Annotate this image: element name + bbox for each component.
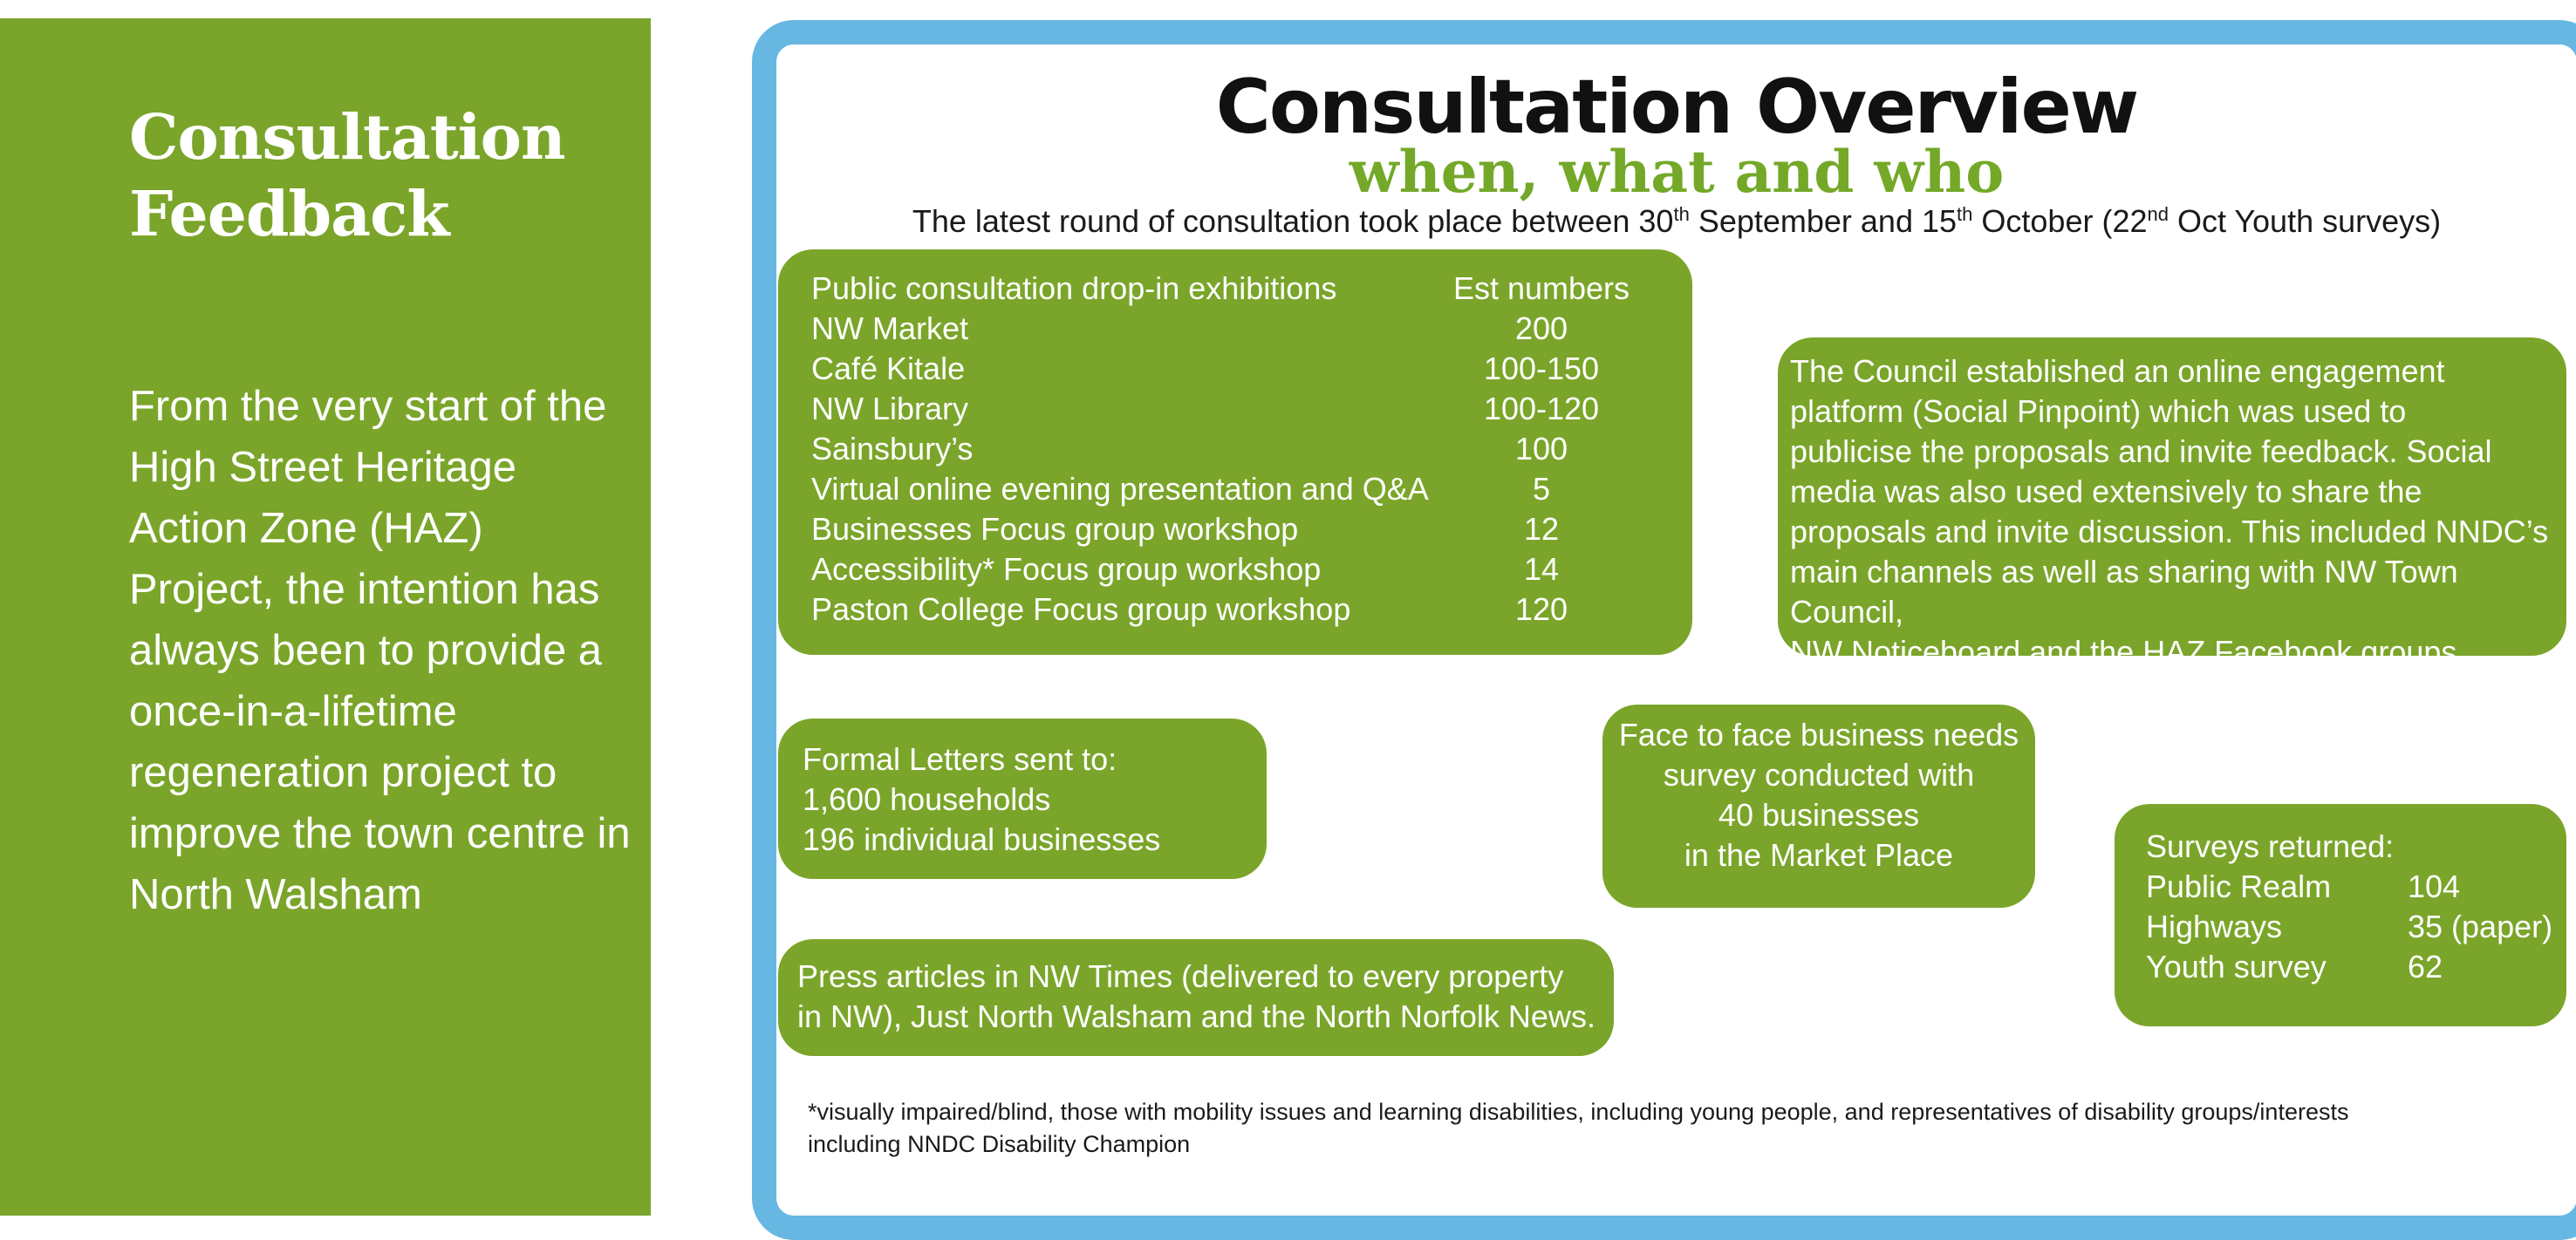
dropin-row-value: 200 bbox=[1514, 310, 1568, 346]
footnote bbox=[808, 1096, 2544, 1161]
surveys-row-value: 104 bbox=[2408, 869, 2461, 904]
dropin-row bbox=[811, 389, 1692, 429]
dropin-row-label: Sainsbury’s bbox=[811, 431, 974, 467]
intro-sup3: nd bbox=[2147, 203, 2169, 225]
surveys-row-value: 62 bbox=[2408, 949, 2443, 985]
online-engagement-box bbox=[1778, 337, 2566, 670]
surveys-row-label: Youth survey bbox=[2146, 949, 2327, 985]
dropin-row-value: 12 bbox=[1523, 511, 1560, 547]
online-line: The Council established an online engagement bbox=[1790, 353, 2445, 389]
surveys-row bbox=[2146, 867, 2566, 907]
online-line: main channels as well as sharing with NW Town Council, bbox=[1790, 554, 2458, 630]
surveys-row-label: Highways bbox=[2146, 909, 2283, 944]
page-subtitle: when, what and who bbox=[1349, 138, 2005, 206]
dropin-row bbox=[811, 589, 1692, 630]
dropin-row-value: 5 bbox=[1532, 471, 1551, 507]
intro-part3: October (22 bbox=[1972, 203, 2148, 239]
online-line: platform (Social Pinpoint) which was used to bbox=[1790, 393, 2407, 429]
dropin-row-label: Paston College Focus group workshop bbox=[811, 591, 1351, 627]
sidebar-body-text: From the very start of the High Street Heritage Action Zone (HAZ) Project, the intention has always been to provide a once-in-a-lifetime regeneration project to improve the town centre in North Walsham bbox=[129, 383, 631, 918]
face-line: in the Market Place bbox=[1684, 837, 1954, 873]
overview-panel bbox=[752, 20, 2576, 1240]
dropin-header-row bbox=[811, 269, 1692, 309]
dropin-row-value: 100 bbox=[1514, 431, 1568, 467]
dropin-row-label: Café Kitale bbox=[811, 351, 966, 386]
dropin-row-value: 120 bbox=[1514, 591, 1568, 627]
online-line: media was also used extensively to share the bbox=[1790, 474, 2422, 509]
face-line: Face to face business needs bbox=[1618, 717, 2019, 753]
dropin-row-value: 14 bbox=[1523, 551, 1560, 587]
online-line: NW Noticeboard and the HAZ Facebook groups. bbox=[1790, 634, 2466, 670]
dropin-row-label: Accessibility* Focus group workshop bbox=[811, 551, 1322, 587]
face-line: survey conducted with bbox=[1663, 757, 1975, 793]
dropin-header-value: Est numbers bbox=[1452, 270, 1630, 306]
online-line: publicise the proposals and invite feedback. Social bbox=[1790, 433, 2492, 469]
dropin-header-label: Public consultation drop-in exhibitions bbox=[811, 270, 1337, 306]
intro-part2: September and 15 bbox=[1689, 203, 1958, 239]
face-to-face-survey-box bbox=[1602, 705, 2035, 908]
intro-text bbox=[776, 202, 2576, 241]
intro-part1: The latest round of consultation took place between 30 bbox=[912, 203, 1674, 239]
dropin-row-label: NW Market bbox=[811, 310, 968, 346]
dropin-row bbox=[811, 469, 1692, 509]
dropin-row bbox=[811, 309, 1692, 349]
surveys-row bbox=[2146, 907, 2566, 947]
formal-letters-box bbox=[778, 719, 1267, 879]
dropin-exhibitions-box bbox=[778, 249, 1692, 655]
sidebar-title-line2: Feedback bbox=[129, 177, 449, 250]
dropin-row-value: 100-120 bbox=[1483, 391, 1600, 426]
intro-sup2: th bbox=[1957, 203, 1973, 225]
dropin-row bbox=[811, 349, 1692, 389]
dropin-row-label: NW Library bbox=[811, 391, 969, 426]
page-title: Consultation Overview bbox=[1215, 64, 2138, 151]
dropin-row-label: Businesses Focus group workshop bbox=[811, 511, 1299, 547]
footnote-line1: *visually impaired/blind, those with mobility issues and learning disabilities, including young people, and representatives of disability groups/interests bbox=[808, 1099, 2349, 1125]
surveys-row bbox=[2146, 947, 2566, 987]
dropin-row bbox=[811, 429, 1692, 469]
letters-line: 1,600 households bbox=[803, 781, 1051, 817]
sidebar-panel bbox=[0, 18, 651, 1216]
press-articles-box bbox=[778, 939, 1614, 1056]
intro-sup1: th bbox=[1673, 203, 1690, 225]
press-line: Press articles in NW Times (delivered to every property bbox=[797, 958, 1564, 994]
surveys-header: Surveys returned: bbox=[2146, 828, 2395, 864]
dropin-row-value: 100-150 bbox=[1483, 351, 1600, 386]
letters-line: 196 individual businesses bbox=[803, 821, 1161, 857]
dropin-row-label: Virtual online evening presentation and Q&A bbox=[811, 471, 1429, 507]
dropin-row bbox=[811, 509, 1692, 549]
face-line: 40 businesses bbox=[1718, 797, 1920, 833]
press-line: in NW), Just North Walsham and the North Norfolk News. bbox=[797, 998, 1595, 1034]
dropin-row bbox=[811, 549, 1692, 589]
surveys-row-value: 35 (paper) bbox=[2408, 909, 2553, 944]
intro-part4: Oct Youth surveys) bbox=[2168, 203, 2442, 239]
letters-line: Formal Letters sent to: bbox=[803, 741, 1117, 777]
surveys-row-label: Public Realm bbox=[2146, 869, 2332, 904]
footnote-line2: including NNDC Disability Champion bbox=[808, 1131, 1191, 1157]
sidebar-title bbox=[129, 99, 565, 252]
surveys-returned-box bbox=[2115, 804, 2566, 1026]
sidebar-title-line1: Consultation bbox=[129, 100, 565, 174]
online-line: proposals and invite discussion. This included NNDC’s bbox=[1790, 514, 2549, 549]
